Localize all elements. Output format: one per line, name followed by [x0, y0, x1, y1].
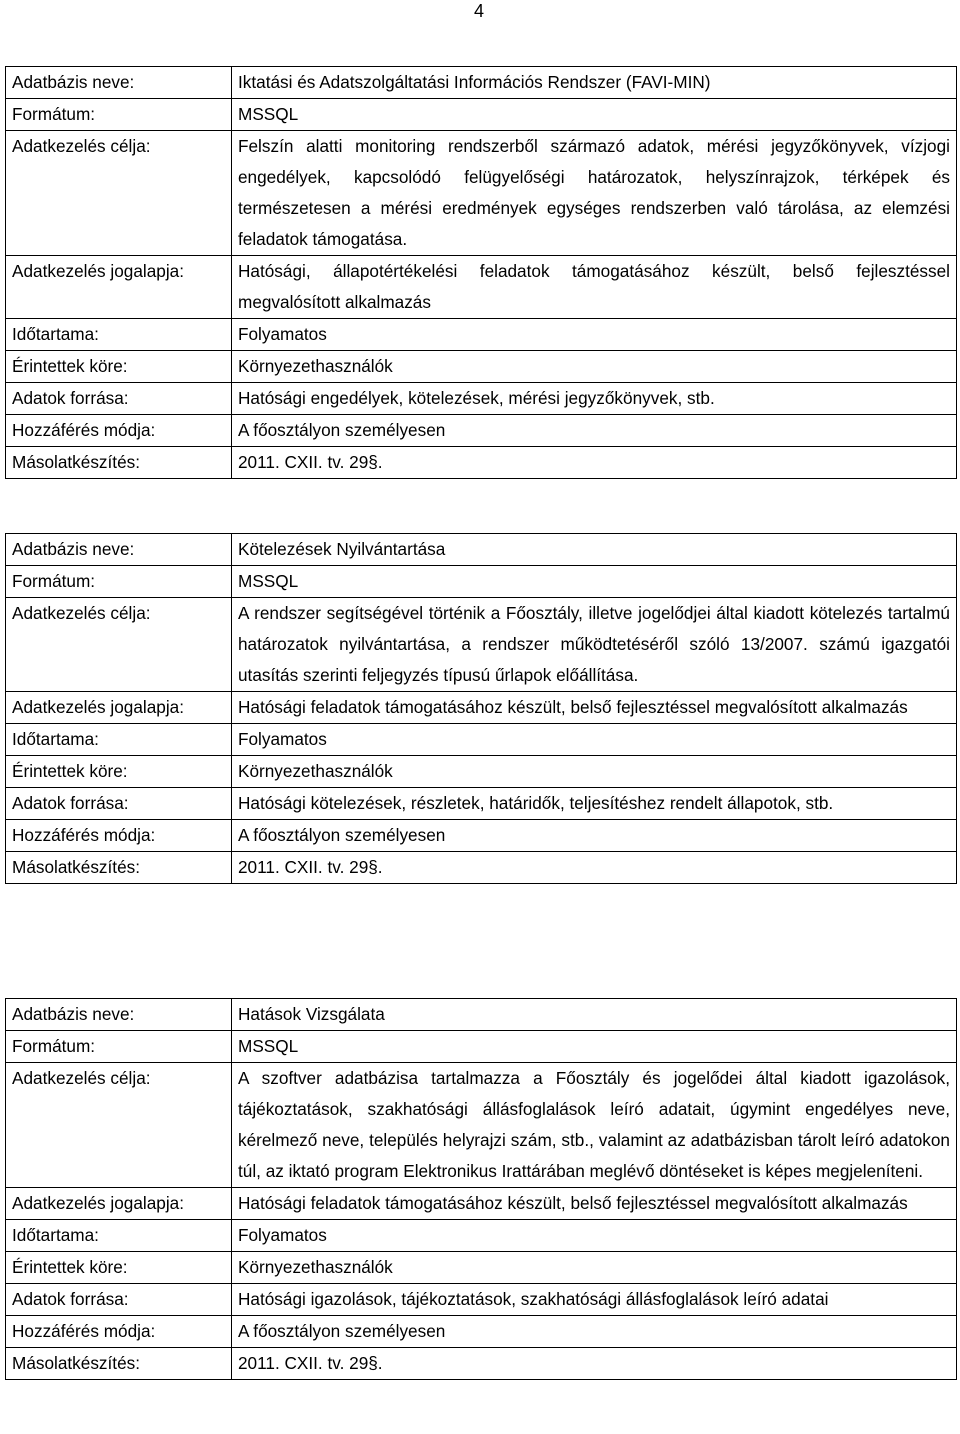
label-legal-basis: Adatkezelés jogalapja:: [6, 256, 232, 319]
value-legal-basis: Hatósági feladatok támogatásához készült, belső fejlesztéssel megvalósított alkalmazás: [232, 692, 957, 724]
record-row-format: [6, 99, 957, 131]
label-copying: Másolatkészítés:: [6, 1348, 232, 1380]
label-copying: Másolatkészítés:: [6, 447, 232, 479]
value-source: Hatósági engedélyek, kötelezések, mérési jegyzőkönyvek, stb.: [232, 383, 957, 415]
value-affected: Környezethasználók: [232, 756, 957, 788]
label-source: Adatok forrása:: [6, 383, 232, 415]
value-format: MSSQL: [232, 1031, 957, 1063]
label-legal-basis: Adatkezelés jogalapja:: [6, 1188, 232, 1220]
record-row-copying: [6, 1348, 957, 1380]
label-legal-basis: Adatkezelés jogalapja:: [6, 692, 232, 724]
value-purpose: A rendszer segítségével történik a Főosztály, illetve jogelődjei által kiadott kötelezés tartalmú határozatok nyilvántartása, a rendszer működtetéséről szóló 13/2007. számú igazgatói utasítás szerinti feljegyzés típusú űrlapok előállítása.: [232, 598, 957, 692]
record-row-duration: [6, 724, 957, 756]
label-access: Hozzáférés módja:: [6, 820, 232, 852]
value-duration: Folyamatos: [232, 724, 957, 756]
value-format: MSSQL: [232, 566, 957, 598]
label-affected: Érintettek köre:: [6, 351, 232, 383]
record-row-source: [6, 1284, 957, 1316]
label-format: Formátum:: [6, 566, 232, 598]
record-row-affected: [6, 1252, 957, 1284]
record-row-database-name: [6, 534, 957, 566]
record-row-legal-basis: [6, 256, 957, 319]
value-source: Hatósági igazolások, tájékoztatások, szakhatósági állásfoglalások leíró adatai: [232, 1284, 957, 1316]
record-row-source: [6, 383, 957, 415]
value-access: A főosztályon személyesen: [232, 1316, 957, 1348]
record-row-access: [6, 415, 957, 447]
record-row-access: [6, 1316, 957, 1348]
label-duration: Időtartama:: [6, 319, 232, 351]
value-purpose: Felszín alatti monitoring rendszerből származó adatok, mérési jegyzőkönyvek, vízjogi engedélyek, kapcsolódó felügyelőségi határozatok, helyszínrajzok, térképek és természetesen a mérési eredmények egységes rendszerben való tárolása, az elemzési feladatok támogatása.: [232, 131, 957, 256]
record-row-access: [6, 820, 957, 852]
label-access: Hozzáférés módja:: [6, 1316, 232, 1348]
record-row-affected: [6, 756, 957, 788]
label-copying: Másolatkészítés:: [6, 852, 232, 884]
value-affected: Környezethasználók: [232, 351, 957, 383]
value-access: A főosztályon személyesen: [232, 415, 957, 447]
record-row-duration: [6, 1220, 957, 1252]
label-database-name: Adatbázis neve:: [6, 999, 232, 1031]
record-table-impact-assessment: [5, 998, 957, 1380]
label-purpose: Adatkezelés célja:: [6, 598, 232, 692]
value-copying: 2011. CXII. tv. 29§.: [232, 447, 957, 479]
label-database-name: Adatbázis neve:: [6, 534, 232, 566]
record-row-format: [6, 566, 957, 598]
record-table-favi-min: [5, 66, 957, 479]
label-format: Formátum:: [6, 1031, 232, 1063]
value-database-name: Iktatási és Adatszolgáltatási Információs Rendszer (FAVI-MIN): [232, 67, 957, 99]
value-format: MSSQL: [232, 99, 957, 131]
record-row-legal-basis: [6, 1188, 957, 1220]
label-duration: Időtartama:: [6, 724, 232, 756]
record-table-obligations: [5, 533, 957, 884]
label-source: Adatok forrása:: [6, 1284, 232, 1316]
record-row-format: [6, 1031, 957, 1063]
record-row-legal-basis: [6, 692, 957, 724]
label-purpose: Adatkezelés célja:: [6, 1063, 232, 1188]
record-row-source: [6, 788, 957, 820]
record-row-copying: [6, 852, 957, 884]
value-database-name: Kötelezések Nyilvántartása: [232, 534, 957, 566]
label-affected: Érintettek köre:: [6, 756, 232, 788]
record-row-purpose: [6, 131, 957, 256]
value-purpose: A szoftver adatbázisa tartalmazza a Főosztály és jogelődei által kiadott igazolások, tájékoztatások, szakhatósági állásfoglalások leíró adatait, úgymint engedélyes neve, kérelmező neve, település helyrajzi szám, stb., valamint az adatbázisban tárolt leíró adatokon túl, az iktató program Elektronikus Irattárában meglévő döntéseket is képes megjeleníteni.: [232, 1063, 957, 1188]
record-row-database-name: [6, 67, 957, 99]
label-source: Adatok forrása:: [6, 788, 232, 820]
value-legal-basis: Hatósági feladatok támogatásához készült, belső fejlesztéssel megvalósított alkalmazás: [232, 1188, 957, 1220]
value-duration: Folyamatos: [232, 319, 957, 351]
label-affected: Érintettek köre:: [6, 1252, 232, 1284]
record-row-copying: [6, 447, 957, 479]
record-row-affected: [6, 351, 957, 383]
value-database-name: Hatások Vizsgálata: [232, 999, 957, 1031]
record-row-database-name: [6, 999, 957, 1031]
value-source: Hatósági kötelezések, részletek, határidők, teljesítéshez rendelt állapotok, stb.: [232, 788, 957, 820]
label-purpose: Adatkezelés célja:: [6, 131, 232, 256]
label-database-name: Adatbázis neve:: [6, 67, 232, 99]
value-copying: 2011. CXII. tv. 29§.: [232, 1348, 957, 1380]
record-row-purpose: [6, 1063, 957, 1188]
label-access: Hozzáférés módja:: [6, 415, 232, 447]
label-format: Formátum:: [6, 99, 232, 131]
value-copying: 2011. CXII. tv. 29§.: [232, 852, 957, 884]
value-legal-basis: Hatósági, állapotértékelési feladatok támogatásához készült, belső fejlesztéssel megvalósított alkalmazás: [232, 256, 957, 319]
record-row-purpose: [6, 598, 957, 692]
value-duration: Folyamatos: [232, 1220, 957, 1252]
page-number: 4: [474, 1, 485, 21]
value-affected: Környezethasználók: [232, 1252, 957, 1284]
value-access: A főosztályon személyesen: [232, 820, 957, 852]
label-duration: Időtartama:: [6, 1220, 232, 1252]
record-row-duration: [6, 319, 957, 351]
